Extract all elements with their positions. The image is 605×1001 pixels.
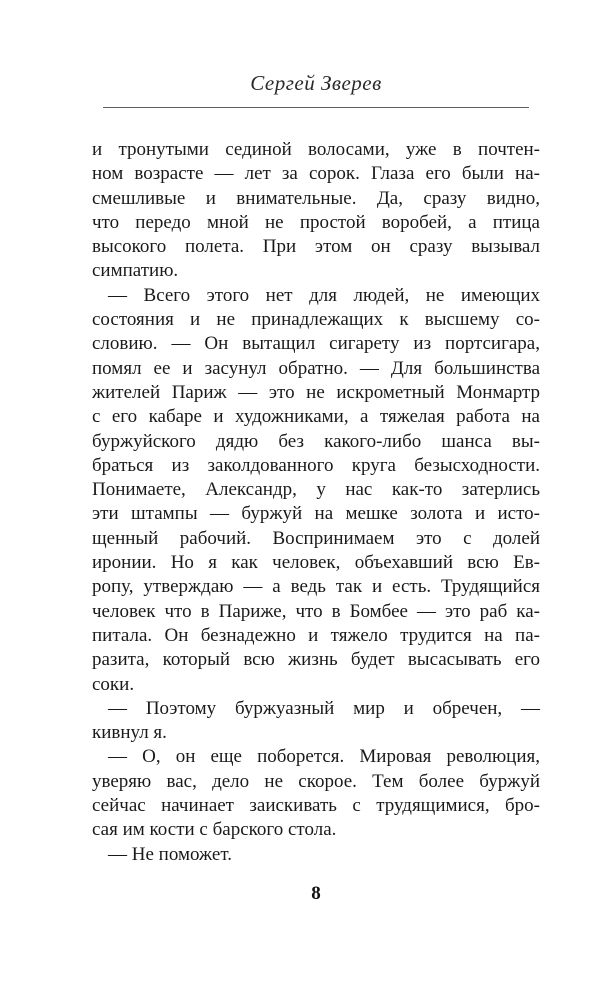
text-line: иронии. Но я как человек, объехавший всю Ев- (92, 552, 540, 574)
paragraph (92, 284, 540, 697)
paragraph (92, 745, 540, 842)
text-line: состояния и не принадлежащих к высшему со- (92, 309, 540, 331)
text-line: высокого полета. При этом он сразу вызывал (92, 236, 540, 258)
text-line: словию. — Он вытащил сигарету из портсигара, (92, 333, 540, 355)
text-line: сая им кости с барского стола. (92, 819, 337, 841)
text-line: — Поэтому буржуазный мир и обречен, — (108, 697, 540, 719)
text-line: буржуйского дядю без какого-либо шанса вы- (92, 430, 540, 452)
text-line: браться из заколдованного круга безысходности. (92, 454, 540, 476)
text-line: Понимаете, Александр, у нас как-то затерлись (92, 479, 540, 501)
paragraph (92, 138, 540, 284)
text-line: сейчас начинает заискивать с трудящимися, бро- (92, 795, 540, 817)
running-head (92, 70, 540, 96)
text-line: разита, который всю жизнь будет высасывать его (92, 649, 540, 671)
author-name: Сергей Зверев (250, 71, 382, 95)
text-line: жителей Париж — это не искрометный Монмартр (92, 381, 540, 403)
text-line: ном возрасте — лет за сорок. Глаза его были на- (92, 163, 540, 185)
text-line: с его кабаре и художниками, а тяжелая работа на (92, 406, 540, 428)
text-line: — О, он еще поборется. Мировая революция, (108, 746, 540, 768)
text-line: ропу, утверждаю — а ведь так и есть. Трудящийся (92, 576, 540, 598)
text-line: и тронутыми сединой волосами, уже в почтен- (92, 139, 540, 160)
text-line: — Всего этого нет для людей, не имеющих (108, 284, 540, 306)
text-line: питала. Он безнадежно и тяжело трудится на па- (92, 624, 540, 646)
paragraph (92, 697, 540, 746)
text-line: эти штампы — буржуй на мешке золота и исто- (92, 503, 540, 525)
text-line: щенный рабочий. Воспринимаем это с долей (92, 527, 540, 549)
text-line: помял ее и засунул обратно. — Для большинства (92, 357, 540, 379)
text-line: уверяю вас, дело не скорое. Тем более буржуй (92, 770, 540, 792)
text-line: — Не поможет. (108, 843, 232, 865)
paragraph (92, 843, 540, 867)
text-line: что передо мной не простой воробей, а птица (92, 211, 540, 233)
text-line: человек что в Париже, что в Бомбее — это раб ка- (92, 600, 540, 622)
page-number: 8 (311, 883, 321, 904)
header-rule (103, 107, 529, 108)
text-line: смешливые и внимательные. Да, сразу видно, (92, 187, 540, 209)
text-line: соки. (92, 673, 135, 695)
text-line: симпатию. (92, 260, 179, 282)
page-body (92, 138, 540, 867)
text-line: кивнул я. (92, 722, 167, 744)
